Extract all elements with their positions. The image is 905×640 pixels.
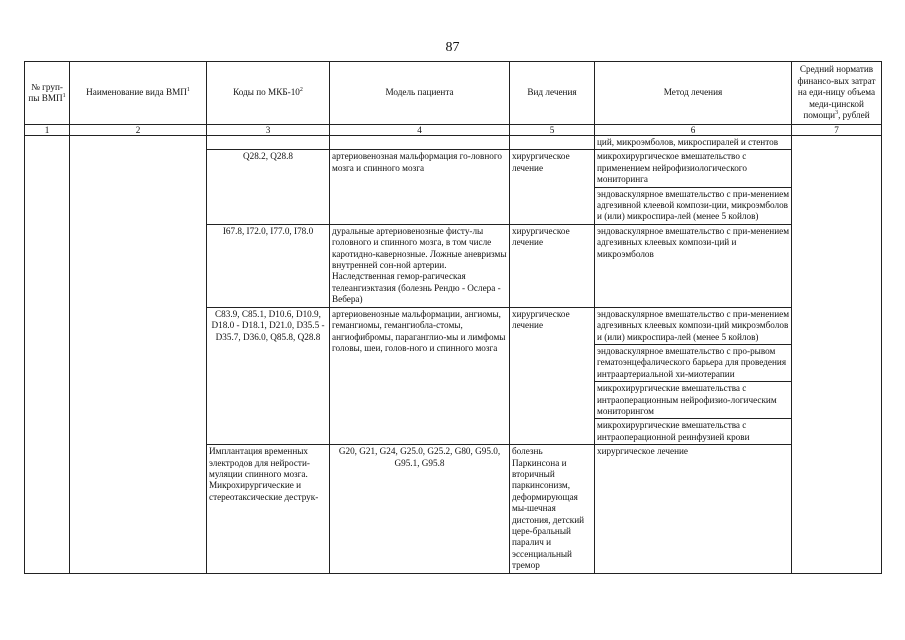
column-number: 4 bbox=[330, 125, 510, 136]
vmp-table bbox=[24, 61, 882, 574]
type-cell bbox=[510, 136, 595, 150]
column-number: 2 bbox=[70, 125, 207, 136]
column-number: 6 bbox=[595, 125, 792, 136]
group-no-cell bbox=[25, 136, 70, 574]
table-row bbox=[25, 136, 882, 150]
header-patient-model: Модель пациента bbox=[330, 62, 510, 125]
name-cell bbox=[70, 136, 207, 574]
header-treatment-type: Вид лечения bbox=[510, 62, 595, 125]
header-name: Наименование вида ВМП$^1$ bbox=[70, 62, 207, 125]
codes-cell: Q28.2, Q28.8 bbox=[207, 150, 330, 224]
name-cell: Имплантация временных электродов для нейрости-муляции спинного мозга. Микрохирургические и стереотаксические деструк- bbox=[207, 445, 330, 573]
type-cell: хирургическое лечение bbox=[510, 224, 595, 307]
type-cell: хирургическое лечение bbox=[510, 150, 595, 224]
column-number: 1 bbox=[25, 125, 70, 136]
method-cell: микрохирургические вмешательства с интраоперационным нейрофизио-логическим мониторингом bbox=[595, 382, 792, 419]
model-cell bbox=[330, 136, 510, 150]
model-cell: дуральные артериовенозные фисту-лы головного и спинного мозга, в том числе каротидно-кавернозные. Ложные аневризмы внутренней сон-ной артерии. Наследственная гемор-рагическая телеангиэктазия (болезнь Рендю - Ослера - Вебера) bbox=[330, 224, 510, 307]
method-cell: эндоваскулярное вмешательство с при-менением адгезивных клеевых компози-ций микроэмболов и (или) микроспира-лей (менее 5 койлов) bbox=[595, 307, 792, 344]
header-treatment-method: Метод лечения bbox=[595, 62, 792, 125]
cost-cell bbox=[792, 136, 882, 574]
codes-cell: C83.9, C85.1, D10.6, D10.9, D18.0 - D18.1, D21.0, D35.5 - D35.7, D36.0, Q85.8, Q28.8 bbox=[207, 307, 330, 444]
page-number: 87 bbox=[445, 40, 460, 55]
method-cell: эндоваскулярное вмешательство с при-менением адгезивных клеевых компози-ций и микроэмболов bbox=[595, 224, 792, 307]
model-cell: болезнь Паркинсона и вторичный паркинсонизм, деформирующая мы-шечная дистония, детский цере-бральный паралич и эссенциальный тремор bbox=[510, 445, 595, 573]
column-number: 3 bbox=[207, 125, 330, 136]
method-cell: эндоваскулярное вмешательство с при-менением адгезивной клеевой компози-ции, микроэмболов и (или) микроспира-лей (менее 5 койлов) bbox=[595, 187, 792, 224]
column-number: 5 bbox=[510, 125, 595, 136]
codes-cell: G20, G21, G24, G25.0, G25.2, G80, G95.0, G95.1, G95.8 bbox=[330, 445, 510, 573]
model-cell: артериовенозные мальформации, ангиомы, гемангиомы, гемангиобла-стомы, ангиофибромы, параганглио-мы и лимфомы головы, шеи, голов-ного и спинного мозга bbox=[330, 307, 510, 444]
type-cell: хирургическое лечение bbox=[595, 445, 792, 573]
header-codes: Коды по МКБ-$10^2$ bbox=[207, 62, 330, 125]
model-cell: артериовенозная мальформация го-ловного мозга и спинного мозга bbox=[330, 150, 510, 224]
type-cell: хирургическое лечение bbox=[510, 307, 595, 444]
column-number: 7 bbox=[792, 125, 882, 136]
codes-cell: I67.8, I72.0, I77.0, I78.0 bbox=[207, 224, 330, 307]
method-cell: ций, микроэмболов, микроспиралей и стентов bbox=[595, 136, 792, 150]
method-cell: микрохирургическое вмешательство с применением нейрофизиологического мониторинга bbox=[595, 150, 792, 187]
header-row bbox=[25, 62, 882, 125]
method-cell: эндоваскулярное вмешательство с про-рывом гематоэнцефалического барьера для проведения интраартериальной хи-миотерапии bbox=[595, 344, 792, 381]
header-cost: Средний норматив финансо-вых затрат на еди-ницу объема меди-цинской помощи$^3$, рублей bbox=[792, 62, 882, 125]
column-number-row bbox=[25, 125, 882, 136]
header-group-no: № груп-пы ВМП$^1$ bbox=[25, 62, 70, 125]
codes-cell bbox=[207, 136, 330, 150]
method-cell: микрохирургические вмешательства с интраоперационной реинфузией крови bbox=[595, 419, 792, 445]
